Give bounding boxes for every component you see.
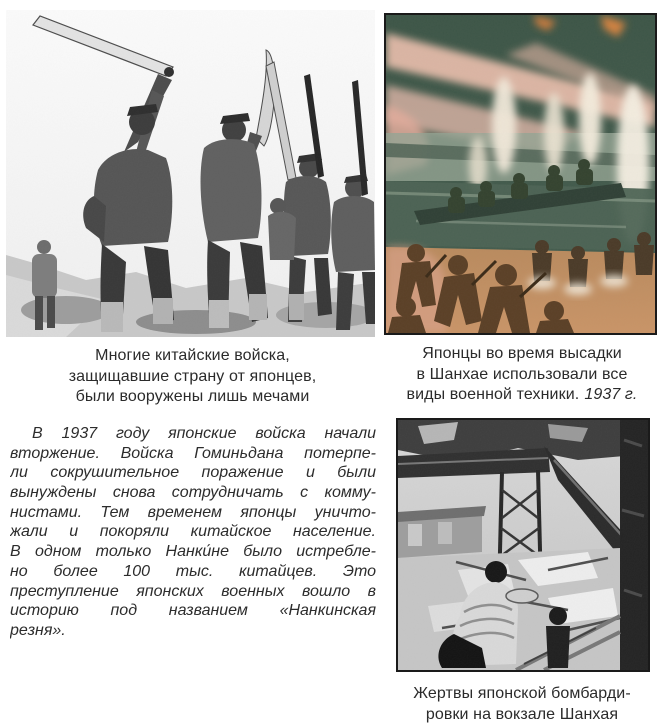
caption-line	[382, 385, 662, 406]
body-line: преступление японских военных вошло в	[10, 582, 376, 600]
body-paragraph	[10, 424, 376, 641]
caption-line: Японцы во время высадки	[422, 345, 622, 362]
body-line: ли сокрушительное поражение и были	[10, 464, 376, 482]
caption-right-photo	[382, 344, 662, 406]
photo-japanese-landing-illustration	[384, 13, 657, 335]
body-line: но более 100 тыс. китайцев. Это	[10, 562, 376, 580]
photo-shanghai-station-victims	[396, 418, 650, 672]
photo-chinese-soldiers-with-swords	[6, 10, 375, 337]
caption-line: были вооружены лишь мечами	[75, 388, 310, 405]
body-line: резня».	[10, 621, 66, 639]
caption-line: в Шанхае использовали все	[416, 365, 628, 383]
caption-text: виды военной техники.	[406, 386, 580, 403]
body-line: вынуждены снова сотрудничать с комму-	[10, 484, 376, 502]
caption-left-photo	[20, 346, 365, 408]
body-line: В одном только Нанки́не было истребле-	[10, 543, 376, 561]
body-line: В 1937 году японские войска начали	[32, 425, 376, 442]
caption-line: Жертвы японской бомбарди-	[413, 685, 631, 702]
caption-bottom-photo	[386, 684, 658, 725]
body-line: вторжение. Войска Гоминьдана потерпе-	[10, 444, 376, 462]
caption-line: защищавшие страну от японцев,	[68, 367, 317, 385]
body-line: жали и покоряли китайское население.	[10, 523, 376, 541]
body-line: историю под названием «Нанкинская	[10, 602, 376, 620]
caption-year: 1937 г.	[584, 386, 638, 403]
caption-line: ровки на вокзале Шанхая	[425, 705, 619, 723]
station-photo-art	[398, 420, 648, 670]
body-line: нистами. Тем временем японцы уничто-	[10, 503, 376, 521]
caption-line: Многие китайские войска,	[95, 347, 290, 364]
photo-chinese-soldiers-art	[6, 10, 375, 337]
landing-illustration-art	[386, 15, 655, 333]
